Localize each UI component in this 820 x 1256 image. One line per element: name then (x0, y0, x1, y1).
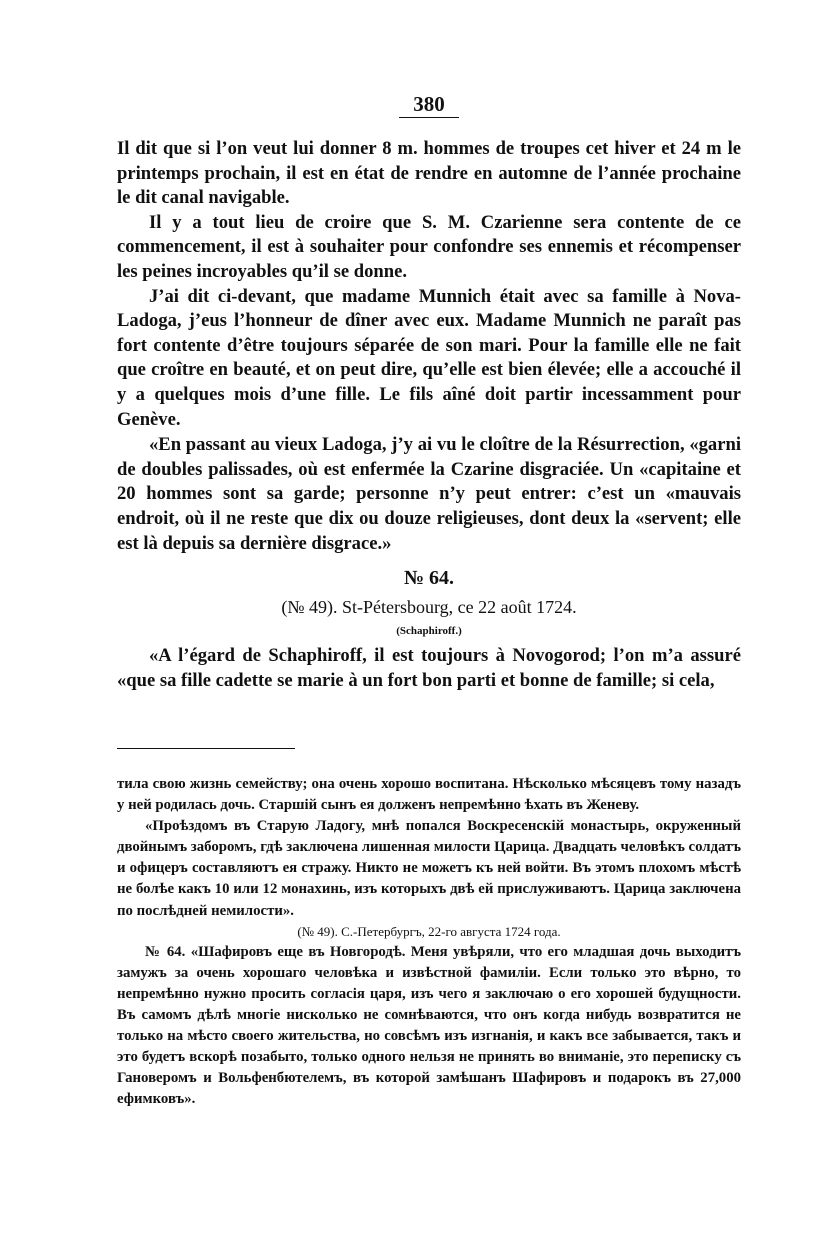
section-dateline: (№ 49). St-Pétersbourg, ce 22 août 1724. (281, 597, 577, 618)
footnote-translation (117, 774, 741, 1110)
paragraph-schaphiroff: «A l’égard de Schaphiroff, il est toujours à Novogorod; l’on m’a assuré «que sa fille cadette se marie à un fort bon parti et bonne de famille; si cela, (117, 645, 741, 691)
section-heading: № 64. (403, 567, 455, 590)
document-page (117, 0, 741, 1256)
paragraph-czarienne: Il y a tout lieu de croire que S. M. Czarienne sera contente de ce commencement, il est à souhaiter pour confondre ses ennemis et récompenser les peines incroyables qu’il se donne. (117, 211, 741, 282)
section-subject: (Schaphiroff.) (396, 625, 462, 638)
page-number: 380 (117, 92, 741, 118)
paragraph-canal: Il dit que si l’on veut lui donner 8 m. hommes de troupes cet hiver et 24 m le printemps prochain, il est en état de rendre en automne de l’année prochaine le dit canal navigable. (117, 138, 741, 209)
footnote-dateline: (№ 49). С.-Петербургъ, 22-го августа 1724 года. (297, 923, 561, 939)
paragraph-ladoga-quote: «En passant au vieux Ladoga, j’y ai vu le cloître de la Résurrection, «garni de doubles palissades, où est enfermée la Czarine disgraciée. Un «capitaine et 20 hommes sont sa garde; personne n’y peut entrer: c’est un «mauvais endroit, où il ne reste que dix ou douze religieuses, dont deux la «servent; elle est là depuis sa dernière disgrace.» (117, 434, 741, 554)
main-text (117, 137, 741, 693)
paragraph-munnich: J’ai dit ci-devant, que madame Munnich était avec sa famille à Nova-Ladoga, j’eus l’honneur de dîner avec eux. Madame Munnich ne paraît pas fort contente d’être toujours séparée de son mari. Pour la famille elle ne fait que croître en beauté, et on peut dire, qu’elle est bien élevée; elle a accouché il y a quelques mois d’une fille. Le fils aîné doit partir incessamment pour Genève. (117, 285, 741, 430)
footnote-paragraph-shafirov: № 64. «Шафировъ еще въ Новгородѣ. Меня увѣряли, что его младшая дочь выходитъ замужъ за очень хорошаго человѣка и извѣстной фамиліи. Если только это вѣрно, то непремѣнно нужно просить согласія царя, изъ чего я заключаю о его хорошей будущности. Въ самомъ дѣлѣ многіе нисколько не сомнѣваются, что онъ когда нибудь возвратится не только на мѣсто своего жительства, но совсѣмъ изъ изгнанія, и какъ все забывается, такъ и это будетъ вскорѣ позабыто, только одного нельзя не принять во вниманіе, это переписку съ Гановеромъ и Вольфенбютелемъ, въ которой замѣшанъ Шафировъ и подарокъ въ 27,000 ефимковъ». (117, 943, 741, 1108)
footnote-paragraph-ladoga: «Проѣздомъ въ Старую Ладогу, мнѣ попался Воскресенскій монастырь, окруженный двойнымъ заборомъ, гдѣ заключена лишенная милости Царица. Двадцать человѣкъ солдатъ и офицеръ составляютъ ея стражу. Никто не можетъ къ ней войти. Въ этомъ плохомъ мѣстѣ не болѣе какъ 10 или 12 монахинь, изъ которыхъ двѣ ей прислуживаютъ. Царица заключена по послѣдней немилости». (117, 818, 741, 919)
footnote-divider (117, 748, 295, 749)
footnote-paragraph-family: тила свою жизнь семейству; она очень хорошо воспитана. Нѣсколько мѣсяцевъ тому назадъ у ней родилась дочь. Старшій сынъ ея долженъ непремѣнно ѣхать въ Женеву. (117, 776, 741, 814)
